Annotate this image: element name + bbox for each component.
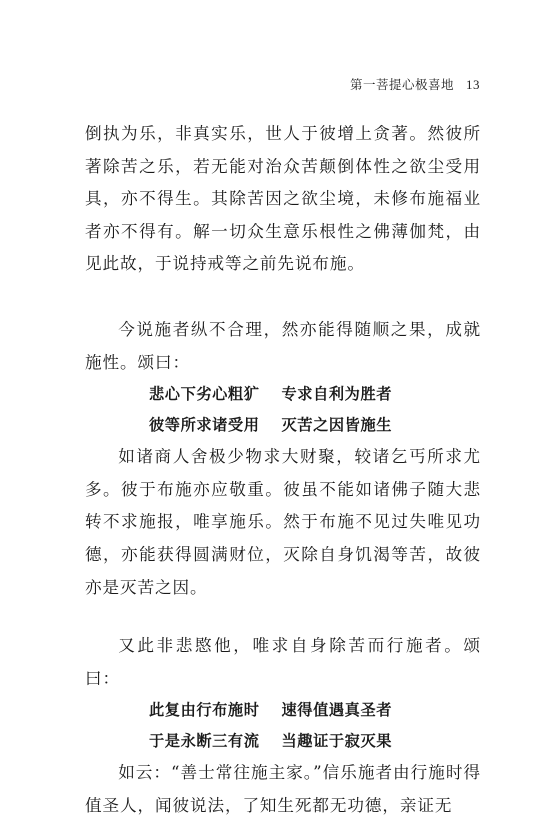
verse-line [85,726,481,757]
verse-phrase: 速得值遇真圣者 [281,701,393,720]
page-number: 13 [466,77,480,92]
verse-phrase: 悲心下劣心粗犷 [149,385,260,404]
paragraph-5: 如云：“善士常往施主家。”信乐施者由行施时得值圣人，闻彼说法，了知生死都无功德，亲证无 [85,763,481,815]
verse-phrase: 灭苦之因皆施生 [281,416,393,435]
paragraph-4: 又此非悲愍他，唯求自身除苦而行施者。颂曰： [85,636,481,688]
verse-line [85,379,481,410]
paragraph-1: 倒执为乐，非真实乐，世人于彼增上贪著。然彼所著除苦之乐，若无能对治众苦颠倒体性之欲尘受用具，亦不得生。其除苦因之欲尘境，未修布施福业者亦不得有。解一切众生意乐根性之佛薄伽梵，由见此故，于说持戒等之前先说布施。 [85,124,481,274]
verse-line [85,695,481,726]
running-header [350,75,480,93]
paragraph-2: 今说施者纵不合理，然亦能得随顺之果，成就施性。颂曰： [85,319,481,372]
verse-block-2 [85,695,481,757]
verse-phrase: 于是永断三有流 [149,732,260,751]
verse-block-1 [85,379,481,441]
verse-phrase: 彼等所求诸受用 [149,416,260,435]
page-body [85,118,481,823]
verse-phrase: 此复由行布施时 [149,701,260,720]
paragraph-3: 如诸商人舍极少物求大财聚，较诸乞丐所求尤多。彼于布施亦应敬重。彼虽不能如诸佛子随大悲转不求施报，唯享施乐。然于布施不见过失唯见功德，亦能获得圆满财位，灭除自身饥渴等苦，故彼亦是灭苦之因。 [85,447,481,597]
chapter-title: 第一菩提心极喜地 [349,77,454,92]
verse-phrase: 当趣证于寂灭果 [281,732,393,751]
verse-phrase: 专求自利为胜者 [281,385,393,404]
verse-line [85,410,481,441]
